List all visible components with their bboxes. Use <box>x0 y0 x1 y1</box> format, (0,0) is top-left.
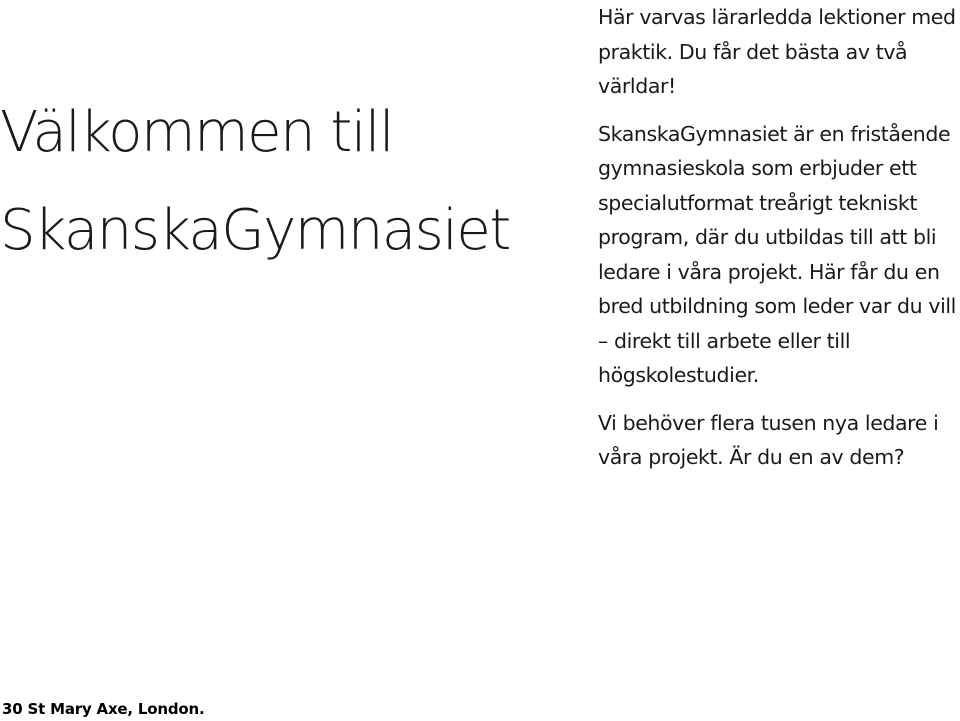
headline-line-1: Välkommen till <box>0 100 394 165</box>
body-text-column <box>598 0 960 475</box>
description-paragraph: SkanskaGymnasiet är en fristående gymnasieskola som erbjuder ett specialutformat treårigt tekniskt program, där du utbildas till att bli ledare i våra projekt. Här får du en bred utbildning som leder var du vill – direkt till arbete eller till högskolestudier. <box>598 121 956 387</box>
closing-paragraph: Vi behöver flera tusen nya ledare i våra projekt. Är du en av dem? <box>598 410 939 469</box>
intro-paragraph: Här varvas lärarledda lektioner med praktik. Du får det bästa av två världar! <box>598 5 956 98</box>
headline-line-2: SkanskaGymnasiet <box>0 198 510 263</box>
page-headline <box>0 84 580 280</box>
image-caption: 30 St Mary Axe, London. <box>2 700 205 718</box>
